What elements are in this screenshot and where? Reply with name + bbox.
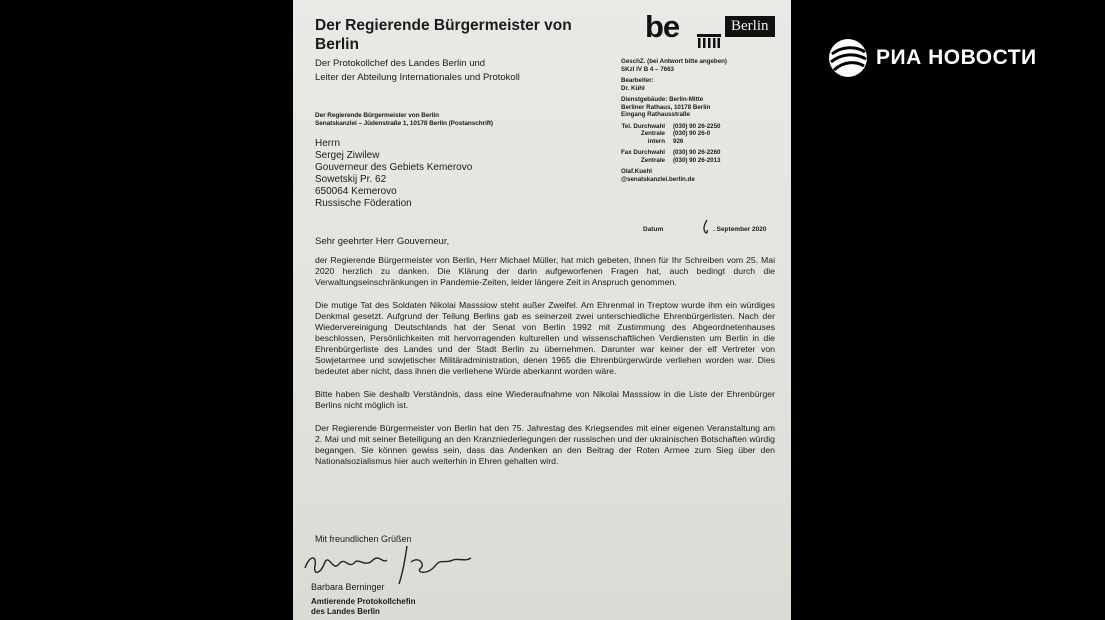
info-value: Dienstgebäude: Berlin-Mitte (621, 96, 704, 103)
contact-info-column (621, 58, 786, 183)
subtitle-line: Der Protokollchef des Landes Berlin und (315, 58, 486, 69)
signer-title (311, 597, 415, 617)
signer-title-line: des Landes Berlin (311, 607, 380, 616)
letter-body (315, 255, 775, 479)
handwritten-signature (295, 538, 495, 588)
ria-novosti-watermark (828, 38, 1037, 78)
date-label: Datum (643, 226, 664, 233)
sender-address (315, 112, 605, 128)
info-row (621, 66, 786, 74)
recipient-line: Sowetskij Pr. 62 (315, 174, 387, 185)
berlin-logo (645, 10, 785, 46)
info-row (621, 168, 786, 176)
recipient-line: 650064 Kemerovo (315, 186, 397, 197)
handwritten-date-mark (699, 219, 713, 235)
info-row (621, 111, 786, 119)
info-value: Dr. Kühl (621, 84, 645, 92)
info-label: Tel. Durchwahl (621, 122, 665, 130)
subtitle-line: Leiter der Abteilung Internationales und Protokoll (315, 72, 520, 83)
info-row (621, 85, 786, 93)
body-paragraph: Bitte haben Sie deshalb Verständnis, dass eine Wiederaufnahme von Nikolai Masssiow in die Liste der Ehrenbürger Berlins nicht möglich ist. (315, 389, 775, 410)
letter-page (293, 0, 791, 620)
body-paragraph: Die mutige Tat des Soldaten Nikolai Masssiow steht außer Zweifel. Am Ehrenmal in Treptow wurde ihm ein würdiges Denkmal gesetzt. Aufgrund der Teilung Berlins gab es seinerzeit zwei unterschiedliche Ehrenbürgerlisten. Nach der Wiedervereinigung Deutschlands hat der Senat von Berlin 1992 mit Zustimmung des Abgeordnetenhauses beschlossen, Persönlichkeiten mit hervorragenden kulturellen und wissenschaftlichen Verdiensten um Berlin in die Ehrenbürgerliste des Landes und der Stadt Berlin zu übernehmen. Darunter war keiner der elf Vertreter von Sowjetarmee und sowjetischer Militäradministration, denen 1965 die Ehrenbürgerwürde verliehen worden war. Dies bedeutet aber nicht, dass ihnen die verliehene Würde aberkannt worden wäre. (315, 300, 775, 376)
recipient-address (315, 138, 472, 210)
info-value: GeschZ. (bei Antwort bitte angeben) (621, 58, 727, 65)
ria-globe-icon (828, 38, 868, 78)
info-label: Fax Durchwahl (621, 149, 666, 156)
info-row (621, 104, 786, 112)
info-row (621, 138, 786, 146)
info-value: Bearbeiter: (621, 77, 654, 84)
ria-brand-text: РИА НОВОСТИ (876, 46, 1037, 69)
info-value: Olaf.Kuehl (621, 168, 652, 175)
info-value: Eingang Rathausstraße (621, 111, 691, 118)
letter-title: Der Regierende Bürgermeister von Berlin (315, 17, 572, 53)
body-paragraph: Der Regierende Bürgermeister von Berlin hat den 75. Jahrestag des Kriegsendes mit einer eigenen Veranstaltung am 2. Mai und mit seiner Beteiligung an den Kranzniederlegungen der russischen und der ukrainischen Botschaften würdig begangen. Sie können gewiss sein, dass das Andenken an den Beitrag der Roten Armee zum Sieg über den Nationalsozialismus hier auch weiterhin in Ehren gehalten wird. (315, 423, 775, 466)
info-value: (030) 90 26-0 (673, 130, 711, 137)
recipient-line: Sergej Ziwilew (315, 150, 380, 161)
info-row (621, 96, 786, 104)
recipient-line: Russische Föderation (315, 198, 412, 209)
info-row (621, 130, 786, 138)
info-row (621, 58, 786, 66)
signer-title-line: Amtierende Protokollchefin (311, 597, 416, 606)
recipient-line: Herrn (315, 138, 341, 149)
info-label: intern (647, 137, 665, 145)
info-row (621, 77, 786, 85)
date-value: . September 2020 (713, 226, 767, 233)
sender-line: Der Regierende Bürgermeister von Berlin (315, 112, 439, 119)
logo-be-text: be (645, 9, 680, 44)
recipient-line: Gouverneur des Gebiets Kemerovo (315, 162, 473, 173)
body-paragraph: der Regierende Bürgermeister von Berlin, Herr Michael Müller, hat mich gebeten, Ihnen für Ihr Schreiben vom 25. Mai 2020 herzlich zu danken. Die Klärung der darin aufgeworfenen Fragen hat, auch bedingt durch die Verwaltungseinschränkungen in Pandemie-Zeiten, leider längere Zeit in Anspruch genommen. (315, 255, 775, 287)
signer-name: Barbara Berninger (311, 582, 385, 592)
info-row (621, 157, 786, 165)
info-value: (030) 90 26-2260 (673, 149, 721, 156)
info-row (621, 123, 786, 131)
info-value: (030) 90 26-2013 (673, 156, 721, 164)
info-value: @senatskanzlei.berlin.de (621, 175, 695, 183)
letter-subtitle (315, 57, 595, 85)
info-value: SKzl IV B 4 – 7663 (621, 65, 674, 73)
salutation: Sehr geehrter Herr Gouverneur, (315, 236, 450, 247)
info-value: 926 (673, 137, 684, 145)
logo-berlin-text: Berlin (725, 16, 775, 37)
info-row (621, 149, 786, 157)
info-value: (030) 90 26-2250 (673, 122, 721, 130)
info-label: Zentrale (640, 156, 665, 164)
info-value: Berliner Rathaus, 10178 Berlin (621, 103, 711, 111)
sender-line: Senatskanzlei – Jüdenstraße 1, 10178 Berlin (Postanschrift) (315, 120, 493, 127)
brandenburg-gate-icon (697, 34, 721, 48)
closing: Mit freundlichen Grüßen (315, 534, 412, 544)
info-label: Zentrale (640, 130, 665, 137)
info-row (621, 176, 786, 184)
